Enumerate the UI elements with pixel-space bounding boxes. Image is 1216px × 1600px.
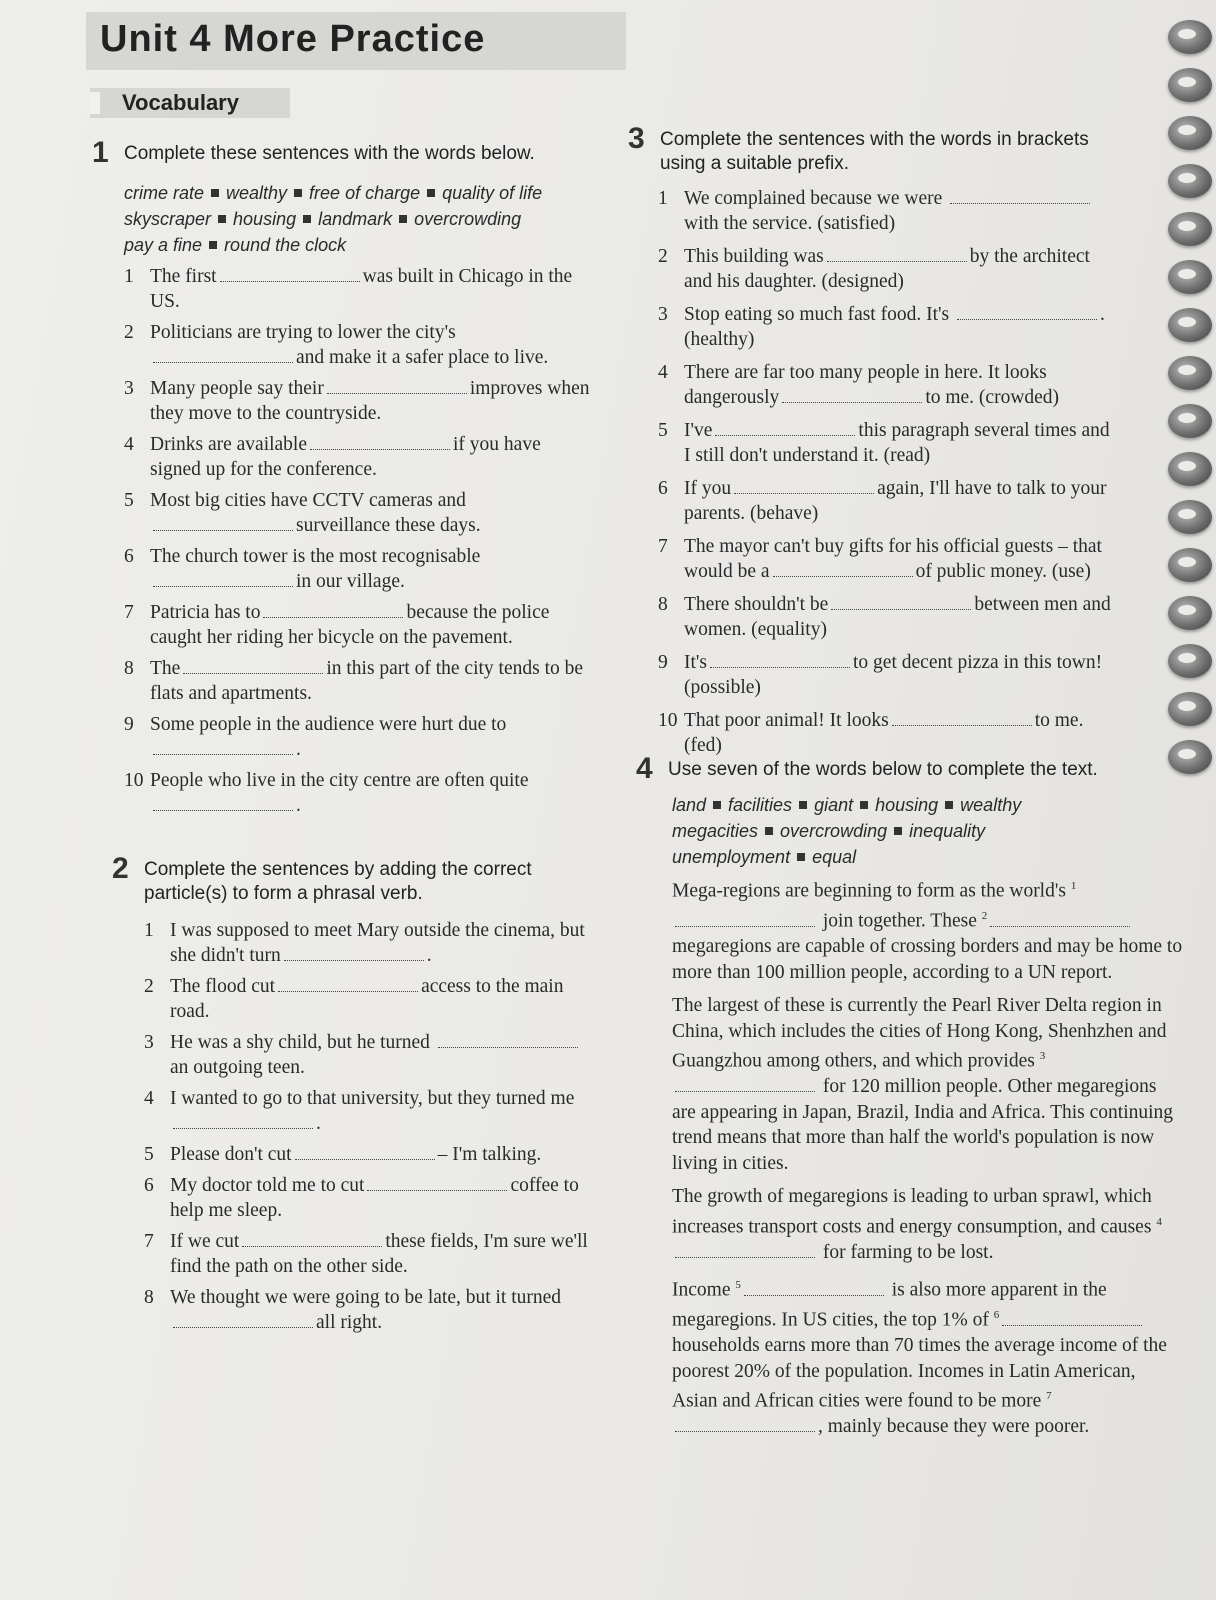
- exercise-4-word-box: [672, 792, 1184, 870]
- item-text: .: [426, 945, 432, 966]
- item-text: coffee to help me sleep.: [170, 1175, 579, 1221]
- item-text: There are far too many people in here. It looks dangerously: [684, 362, 1047, 408]
- answer-blank[interactable]: [744, 1281, 884, 1296]
- answer-blank[interactable]: [773, 562, 913, 577]
- exercise-2-instruction: Complete the sentences by adding the correct particle(s) to form a phrasal verb.: [144, 859, 532, 904]
- exercise-4-instruction: Use seven of the words below to complete the text.: [668, 759, 1098, 780]
- item-text: Many people say their: [150, 378, 324, 399]
- separator-square: [945, 801, 953, 809]
- separator-square: [765, 827, 773, 835]
- binding-ring: [1168, 452, 1212, 486]
- exercise-3-number: 3: [628, 122, 645, 155]
- answer-blank[interactable]: [950, 189, 1090, 204]
- gap-number: 2: [981, 910, 988, 922]
- answer-blank[interactable]: [715, 421, 855, 436]
- item-text: The mayor can't buy gifts for his official guests – that would be a: [684, 536, 1102, 582]
- passage-text: for farming to be lost.: [822, 1241, 994, 1263]
- answer-blank[interactable]: [173, 1114, 313, 1129]
- exercise-item: [144, 1173, 592, 1223]
- item-text: . (healthy): [684, 304, 1105, 350]
- answer-blank[interactable]: [675, 912, 815, 927]
- item-number: 1: [144, 920, 154, 941]
- answer-blank[interactable]: [782, 388, 922, 403]
- passage-text: Mega-regions are beginning to form as the world's: [672, 880, 1066, 902]
- item-text: to me. (fed): [684, 710, 1084, 756]
- item-text: I wanted to go to that university, but they turned me: [170, 1088, 575, 1109]
- item-text: and make it a safer place to live.: [296, 347, 549, 368]
- binding-ring: [1168, 692, 1212, 726]
- exercise-1-number: 1: [92, 136, 109, 169]
- answer-blank[interactable]: [173, 1313, 313, 1328]
- separator-square: [799, 801, 807, 809]
- item-text: We complained because we were: [684, 188, 943, 209]
- separator-square: [860, 801, 868, 809]
- item-number: 6: [124, 546, 134, 567]
- item-number: 3: [658, 304, 668, 325]
- item-text: We thought we were going to be late, but it turned: [170, 1287, 562, 1308]
- exercise-item: [124, 544, 592, 594]
- item-text: surveillance these days.: [296, 515, 481, 536]
- section-title: Vocabulary: [122, 90, 239, 115]
- item-text: If we cut: [170, 1231, 240, 1252]
- exercise-item: [144, 974, 592, 1024]
- word-option: skyscraper: [124, 209, 212, 229]
- word-option: land: [672, 795, 707, 815]
- exercise-4-header: [636, 752, 1184, 785]
- item-number: 5: [124, 490, 134, 511]
- gap-number: 3: [1039, 1050, 1046, 1062]
- binding-ring: [1168, 356, 1212, 390]
- item-text: That poor animal! It looks: [684, 710, 889, 731]
- binding-ring: [1168, 500, 1212, 534]
- item-text: to me. (crowded): [925, 387, 1060, 408]
- separator-square: [894, 827, 902, 835]
- item-text: The church tower is the most recognisable: [150, 546, 481, 567]
- item-text: Patricia has to: [150, 602, 261, 623]
- answer-blank[interactable]: [278, 977, 418, 992]
- binding-ring: [1168, 548, 1212, 582]
- separator-square: [294, 189, 302, 197]
- exercise-item: [658, 302, 1118, 352]
- binding-ring: [1168, 20, 1212, 54]
- exercise-item: [124, 656, 592, 706]
- passage-text: Income: [672, 1279, 731, 1301]
- passage-text: is also more apparent in the megaregions. In US cities, the top 1% of: [672, 1279, 1107, 1331]
- exercise-item: [144, 1142, 592, 1167]
- binding-ring: [1168, 260, 1212, 294]
- word-option: megacities: [672, 821, 759, 841]
- exercise-item: [124, 432, 592, 482]
- item-number: 7: [144, 1231, 154, 1252]
- section-header: [90, 88, 290, 118]
- item-number: 2: [124, 322, 134, 343]
- item-text: I was supposed to meet Mary outside the cinema, but she didn't turn: [170, 920, 585, 966]
- item-number: 4: [658, 362, 668, 383]
- item-text: was built in Chicago in the US.: [150, 266, 573, 312]
- item-number: 10: [124, 770, 144, 791]
- item-text: in our village.: [296, 571, 405, 592]
- word-option: overcrowding: [780, 821, 888, 841]
- exercise-item: [658, 592, 1118, 642]
- item-text: Please don't cut: [170, 1144, 292, 1165]
- item-number: 5: [658, 420, 668, 441]
- item-text: He was a shy child, but he turned: [170, 1032, 430, 1053]
- passage-text: The largest of these is currently the Pearl River Delta region in China, which includes the cities of Hong Kong, Shenhzhen and Guangzhou among others, and which provides: [672, 995, 1167, 1072]
- item-text: by the architect and his daughter. (designed): [684, 246, 1090, 292]
- answer-blank[interactable]: [710, 653, 850, 668]
- answer-blank[interactable]: [153, 516, 293, 531]
- exercise-2-items: [144, 918, 592, 1335]
- binding-ring: [1168, 404, 1212, 438]
- gap-number: 7: [1046, 1390, 1052, 1402]
- word-option: wealthy: [226, 183, 288, 203]
- answer-blank[interactable]: [827, 247, 967, 262]
- item-number: 6: [658, 478, 668, 499]
- answer-blank[interactable]: [220, 267, 360, 282]
- gap-number: 6: [993, 1309, 1000, 1321]
- item-number: 7: [124, 602, 134, 623]
- item-number: 7: [658, 536, 668, 557]
- exercise-3-header: [628, 122, 1118, 176]
- item-text: There shouldn't be: [684, 594, 829, 615]
- exercise-item: [658, 534, 1118, 584]
- item-text: of public money. (use): [915, 561, 1091, 582]
- passage-text: for 120 million people. Other megaregions are appearing in Japan, Brazil, India and Africa. This continuing trend means that more than half the world's population is now living in cities.: [672, 1076, 1174, 1174]
- binding-ring: [1168, 596, 1212, 630]
- binding-ring: [1168, 68, 1212, 102]
- passage-paragraph: [672, 1184, 1184, 1265]
- exercise-item: [658, 244, 1118, 294]
- word-option: equal: [812, 847, 857, 867]
- exercise-2-number: 2: [112, 852, 129, 885]
- item-text: again, I'll have to talk to your parents. (behave): [684, 478, 1107, 524]
- word-option: free of charge: [309, 183, 421, 203]
- item-text: these fields, I'm sure we'll find the path on the other side.: [170, 1231, 588, 1277]
- exercise-item: [124, 712, 592, 762]
- item-text: The first: [150, 266, 217, 287]
- exercise-item: [658, 650, 1118, 700]
- item-number: 4: [124, 434, 134, 455]
- exercise-item: [658, 360, 1118, 410]
- item-text: My doctor told me to cut: [170, 1175, 365, 1196]
- item-text: all right.: [316, 1312, 383, 1333]
- separator-square: [211, 189, 219, 197]
- binding-ring: [1168, 164, 1212, 198]
- item-number: 4: [144, 1088, 154, 1109]
- item-text: with the service. (satisfied): [684, 213, 896, 234]
- word-option: round the clock: [224, 235, 347, 255]
- separator-square: [427, 189, 435, 197]
- separator-square: [797, 853, 805, 861]
- item-number: 2: [144, 976, 154, 997]
- item-text: The flood cut: [170, 976, 276, 997]
- exercise-item: [144, 1229, 592, 1279]
- passage-paragraph: [672, 874, 1184, 985]
- gap-number: 1: [1070, 880, 1077, 892]
- exercise-item: [144, 1285, 592, 1335]
- answer-blank[interactable]: [310, 435, 450, 450]
- answer-blank[interactable]: [675, 1243, 815, 1258]
- answer-blank[interactable]: [1002, 1311, 1142, 1326]
- item-text: .: [296, 739, 301, 760]
- passage-text: megaregions are capable of crossing borders and may be home to more than 100 million people, according to a UN report.: [672, 936, 1183, 983]
- exercise-item: [124, 320, 592, 370]
- answer-blank[interactable]: [734, 479, 874, 494]
- item-number: 3: [124, 378, 134, 399]
- item-text: Most big cities have CCTV cameras and: [150, 490, 466, 511]
- item-number: 10: [658, 710, 678, 731]
- item-number: 8: [124, 658, 134, 679]
- item-text: This building was: [684, 246, 824, 267]
- passage-paragraph: [672, 1273, 1184, 1440]
- item-text: an outgoing teen.: [170, 1057, 305, 1078]
- item-number: 1: [124, 266, 134, 287]
- item-text: People who live in the city centre are often quite: [150, 770, 529, 791]
- word-option: crime rate: [124, 183, 205, 203]
- separator-square: [713, 801, 721, 809]
- item-text: to get decent pizza in this town! (possible): [684, 652, 1103, 698]
- answer-blank[interactable]: [295, 1145, 435, 1160]
- exercise-2: [112, 852, 592, 1335]
- item-number: 8: [144, 1287, 154, 1308]
- exercise-1-items: [124, 264, 592, 818]
- answer-blank[interactable]: [242, 1232, 382, 1247]
- exercise-item: [124, 600, 592, 650]
- word-option: housing: [233, 209, 297, 229]
- answer-blank[interactable]: [675, 1077, 815, 1092]
- item-text: .: [316, 1113, 321, 1134]
- item-number: 9: [658, 652, 668, 673]
- exercise-item: [658, 418, 1118, 468]
- item-text: If you: [684, 478, 732, 499]
- exercise-item: [124, 264, 592, 314]
- word-option: overcrowding: [414, 209, 522, 229]
- word-option: housing: [875, 795, 939, 815]
- answer-blank[interactable]: [153, 740, 293, 755]
- answer-blank[interactable]: [153, 572, 293, 587]
- answer-blank[interactable]: [990, 912, 1130, 927]
- passage-text: The growth of megaregions is leading to urban sprawl, which increases transport costs and energy consumption, and causes: [672, 1186, 1152, 1237]
- answer-blank[interactable]: [675, 1417, 815, 1432]
- answer-blank[interactable]: [367, 1176, 507, 1191]
- answer-blank[interactable]: [438, 1033, 578, 1048]
- item-text: in this part of the city tends to be flats and apartments.: [150, 658, 584, 704]
- word-option: wealthy: [960, 795, 1022, 815]
- exercise-1: [92, 136, 592, 818]
- binding-ring: [1168, 740, 1212, 774]
- answer-blank[interactable]: [183, 659, 323, 674]
- page-title: Unit 4 More Practice: [100, 18, 486, 60]
- exercise-1-instruction: Complete these sentences with the words below.: [124, 143, 535, 164]
- answer-blank[interactable]: [263, 603, 403, 618]
- exercise-item: [658, 476, 1118, 526]
- item-number: 1: [658, 188, 668, 209]
- item-text: because the police caught her riding her bicycle on the pavement.: [150, 602, 550, 648]
- exercise-3: [628, 122, 1118, 758]
- binding-ring: [1168, 644, 1212, 678]
- binding-ring: [1168, 212, 1212, 246]
- answer-blank[interactable]: [957, 305, 1097, 320]
- item-text: Stop eating so much fast food. It's: [684, 304, 950, 325]
- item-text: – I'm talking.: [437, 1144, 542, 1165]
- answer-blank[interactable]: [284, 946, 424, 961]
- word-option: inequality: [909, 821, 986, 841]
- gap-number: 4: [1156, 1215, 1162, 1228]
- exercise-item: [124, 376, 592, 426]
- exercise-4: [636, 752, 1184, 1448]
- exercise-4-number: 4: [636, 752, 653, 785]
- exercise-2-header: [112, 852, 592, 906]
- word-option: unemployment: [672, 847, 791, 867]
- answer-blank[interactable]: [153, 348, 293, 363]
- exercise-item: [124, 768, 592, 818]
- answer-blank[interactable]: [153, 796, 293, 811]
- binding-ring: [1168, 308, 1212, 342]
- gap-number: 5: [735, 1279, 741, 1291]
- word-option: facilities: [728, 795, 793, 815]
- separator-square: [399, 215, 407, 223]
- item-text: It's: [684, 652, 708, 673]
- megaregions-passage: [672, 874, 1184, 1440]
- exercise-item: [144, 1030, 592, 1080]
- binding-ring: [1168, 116, 1212, 150]
- item-text: Some people in the audience were hurt due to: [150, 714, 507, 735]
- item-text: improves when they move to the countryside.: [150, 378, 590, 424]
- exercise-item: [144, 918, 592, 968]
- exercise-3-items: [658, 186, 1118, 758]
- exercise-1-word-box: [124, 180, 592, 258]
- item-text: access to the main road.: [170, 976, 564, 1022]
- item-text: The: [150, 658, 181, 679]
- item-text: between men and women. (equality): [684, 594, 1111, 640]
- item-text: Politicians are trying to lower the city's: [150, 322, 456, 343]
- item-number: 8: [658, 594, 668, 615]
- item-text: this paragraph several times and I still don't understand it. (read): [684, 420, 1110, 466]
- item-text: if you have signed up for the conference.: [150, 434, 541, 480]
- answer-blank[interactable]: [892, 711, 1032, 726]
- passage-text: , mainly because they were poorer.: [818, 1416, 1090, 1437]
- item-text: I've: [684, 420, 713, 441]
- word-option: quality of life: [442, 183, 543, 203]
- item-text: Drinks are available: [150, 434, 308, 455]
- word-option: giant: [814, 795, 854, 815]
- answer-blank[interactable]: [327, 379, 467, 394]
- passage-text: households earns more than 70 times the average income of the poorest 20% of the population. Incomes in Latin American, Asian and African cities were found to be more: [672, 1335, 1167, 1412]
- separator-square: [218, 215, 226, 223]
- item-number: 6: [144, 1175, 154, 1196]
- separator-square: [209, 241, 217, 249]
- exercise-item: [144, 1086, 592, 1136]
- item-number: 5: [144, 1144, 154, 1165]
- passage-text: join together. These: [822, 910, 977, 932]
- answer-blank[interactable]: [831, 595, 971, 610]
- item-number: 3: [144, 1032, 154, 1053]
- item-text: .: [296, 795, 301, 816]
- passage-paragraph: [672, 993, 1184, 1176]
- title-bar: [86, 12, 626, 70]
- word-option: landmark: [318, 209, 393, 229]
- exercise-3-instruction: Complete the sentences with the words in brackets using a suitable prefix.: [660, 129, 1089, 174]
- item-number: 9: [124, 714, 134, 735]
- section-notch: [90, 92, 100, 114]
- separator-square: [303, 215, 311, 223]
- item-number: 2: [658, 246, 668, 267]
- exercise-item: [658, 708, 1118, 758]
- word-option: pay a fine: [124, 235, 203, 255]
- exercise-item: [658, 186, 1118, 236]
- exercise-1-header: [92, 136, 592, 169]
- exercise-item: [124, 488, 592, 538]
